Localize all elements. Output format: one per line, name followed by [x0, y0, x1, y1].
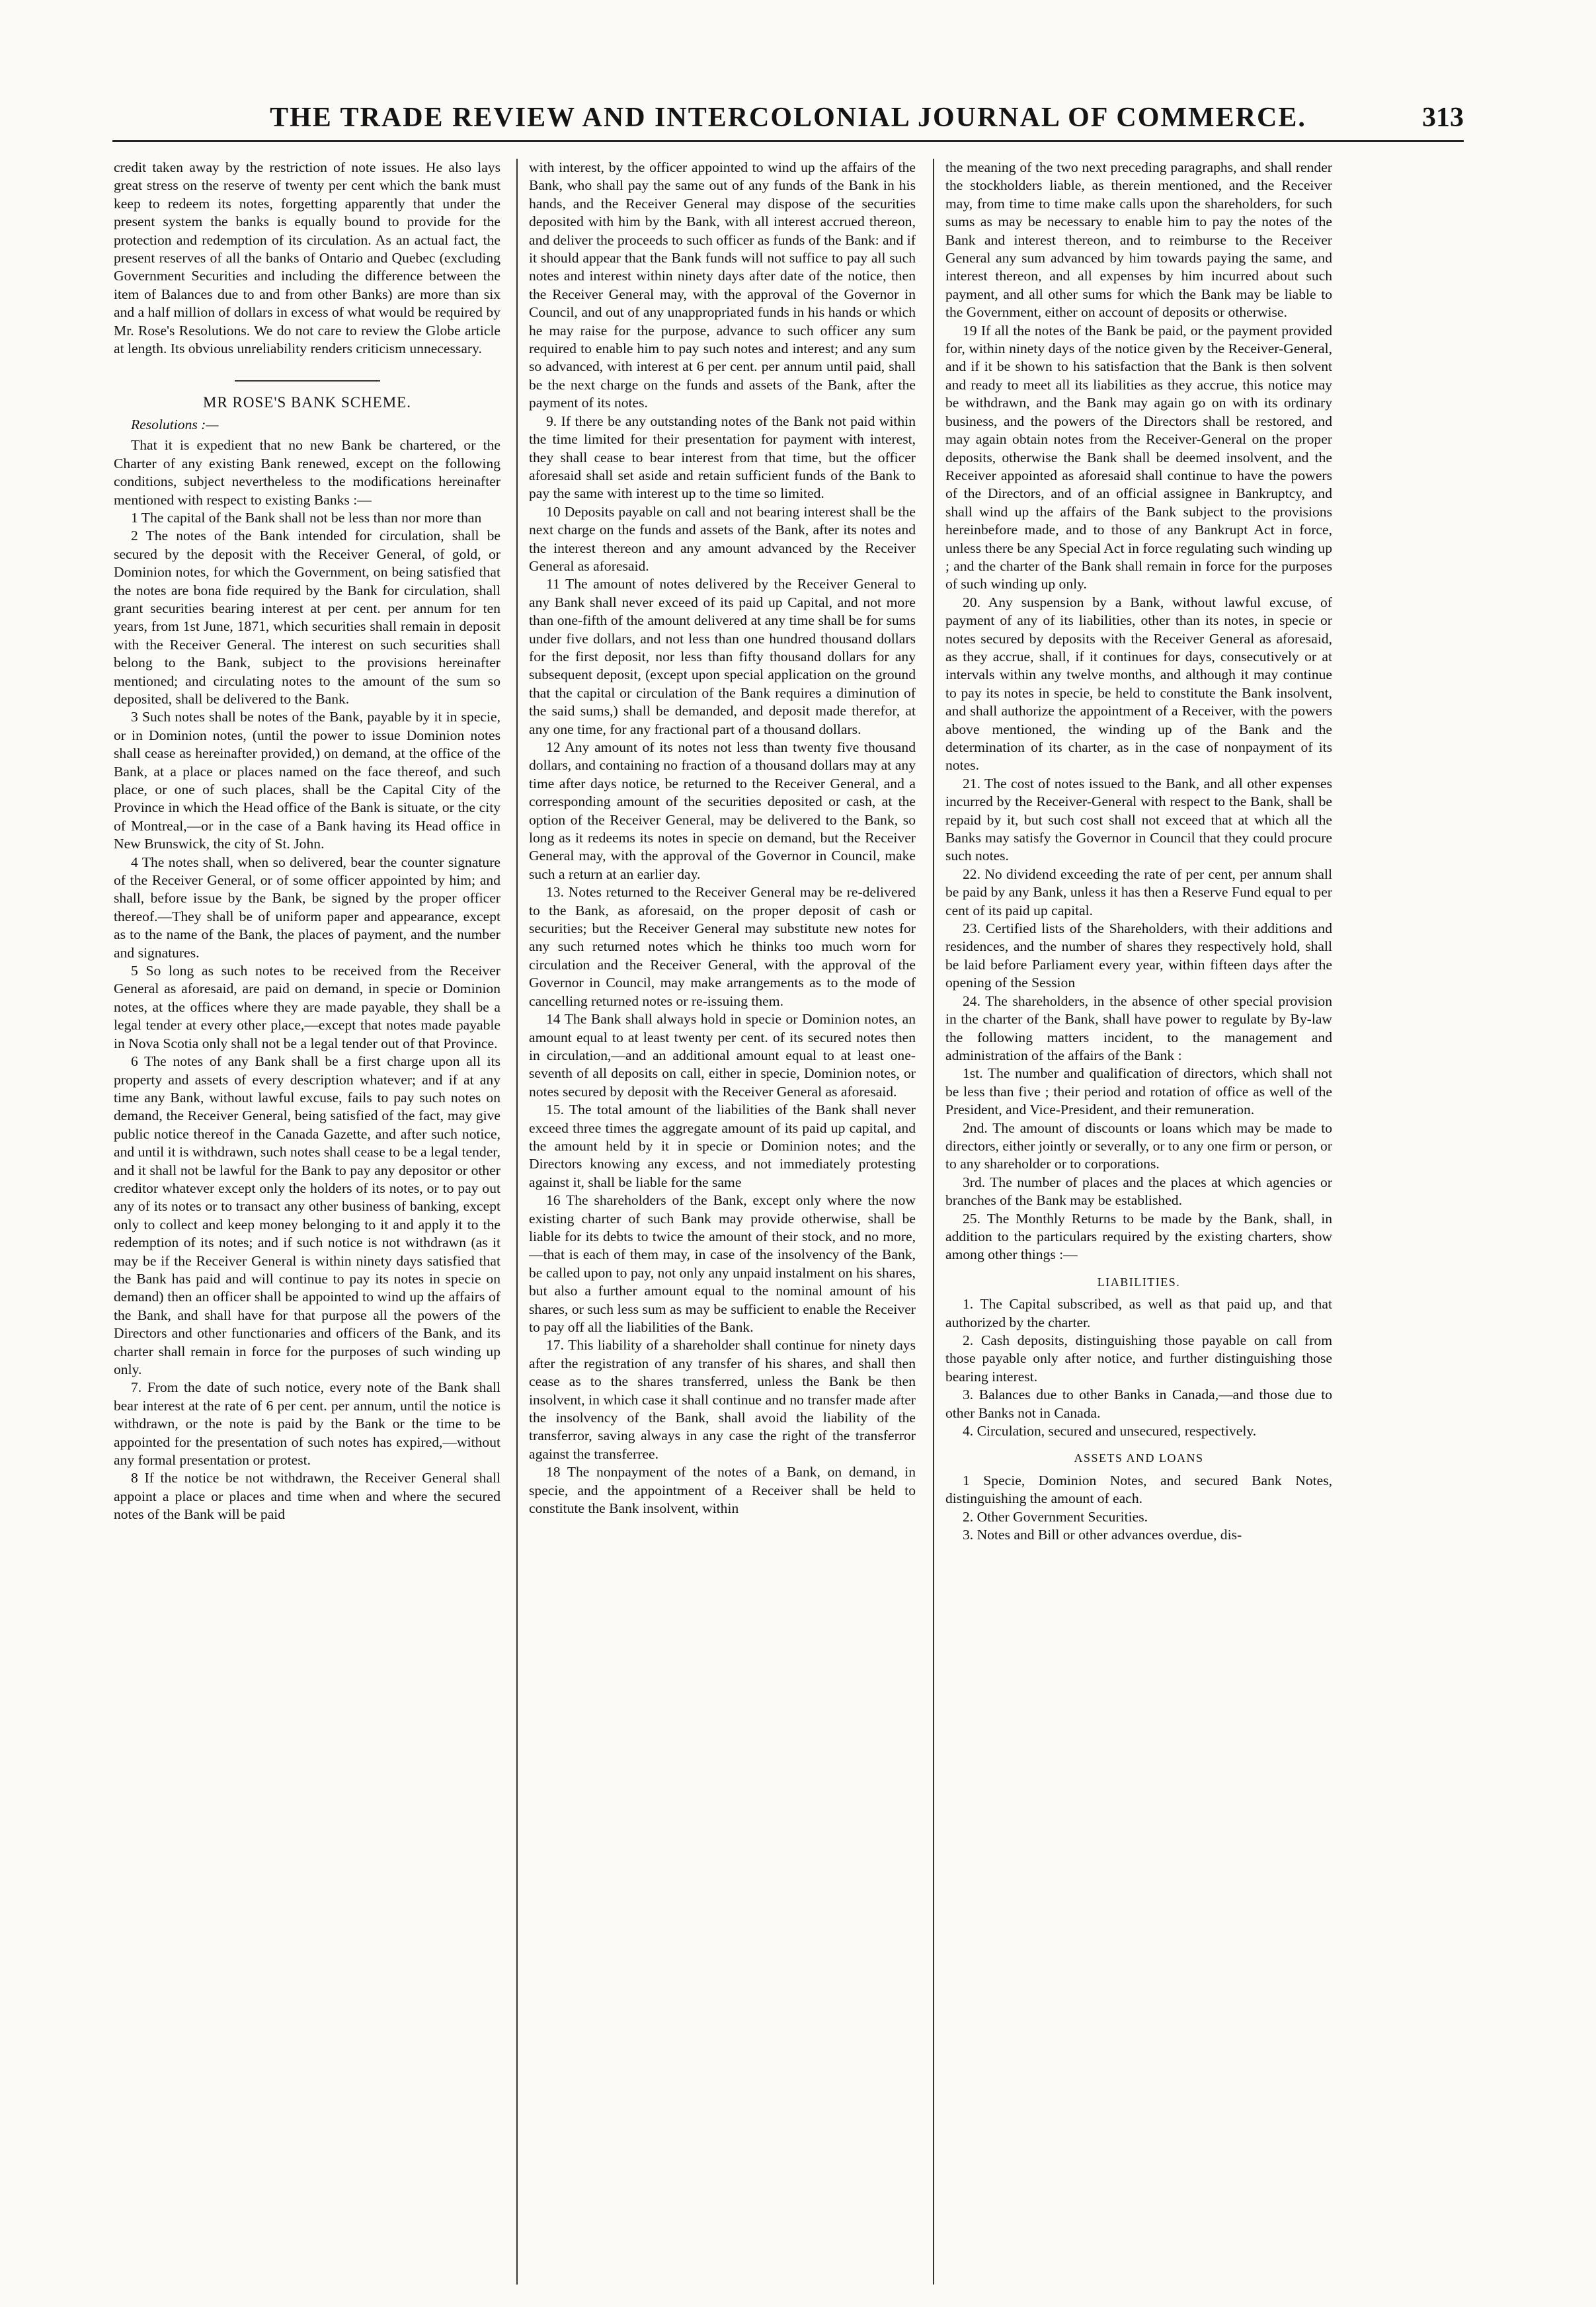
- intro-paragraph: credit taken away by the restriction of note issues. He also lays great stress on the reserve of twenty per cent which the bank must keep to redeem its notes, forgetting apparently that under the present system the banks is equally bound to provide for the protection and redemption of its circulation. As an actual fact, the present reserves of all the banks of Ontario and Quebec (excluding Government Securities and including the difference between the item of Balances due to and from other Banks) are more than six and a half million of dollars in excess of what would be required by Mr. Rose's Resolutions. We do not care to review the Globe article at length. Its obvious unreliability renders criticism unnecessary.: [114, 159, 500, 357]
- resolution-4: 4 The notes shall, when so delivered, bear the counter signature of the Receiver General, or of some officer appointed by him; and shall, before issue by the Bank, be signed by the proper officer thereof.—They shall be of uniform paper and appearance, except as to the name of the Bank, the places of payment, and the number and signatures.: [114, 854, 500, 961]
- section-subtitle: Resolutions :—: [131, 416, 219, 432]
- resolution-24-item-3: 3rd. The number of places and the places at which agencies or branches of the Bank may be established.: [945, 1174, 1332, 1209]
- resolution-6: 6 The notes of any Bank shall be a first charge upon all its property and assets of every description whatever; and if at any time any Bank, without lawful excuse, fails to pay such notes on demand, the Receiver General, being satisfied of the fact, may give public notice thereof in the Canada Gazette, and after such notice, and until it is withdrawn, such notes shall cease to be a legal tender, and it shall not be lawful for the Bank to pay any depositor or other creditor whatever except only the holders of its notes, or to pay out any of its notes or to transact any other business of banking, except only to collect and keep money belonging to it and apply it to the redemption of its notes; and if such notice is not withdrawn (as it may be if the Receiver General is within ninety days satisfied that the Bank has paid and will continue to pay its notes in specie on demand) then an officer shall be appointed to wind up the affairs of the Bank, and shall have for that purpose all the powers of the Directors and other functionaries and officers of the Bank, and its charter shall remain in force for the purposes of such winding up only.: [114, 1053, 500, 1377]
- resolution-13: 13. Notes returned to the Receiver General may be re-delivered to the Bank, as aforesaid, on the proper deposit of cash or securities; but the Receiver General may substitute new notes for any such returned notes which he thinks too much worn for circulation and the Receiver General, with the approval of the Governor in Council, may make arrangements as to the mode of cancelling returned notes or re-issuing them.: [529, 884, 916, 1009]
- resolution-9: 9. If there be any outstanding notes of the Bank not paid within the time limited for their presentation for payment with interest, they shall cease to bear interest from that time, but the officer aforesaid shall set aside and retain sufficient funds of the Bank to pay the same with interest up to the time so limited.: [529, 413, 916, 502]
- resolution-16: 16 The shareholders of the Bank, except only where the now existing charter of such Bank may provide otherwise, shall be liable for its debts to twice the amount of their stock, and no more,—that is each of them may, in case of the insolvency of the Bank, be called upon to pay, not only any unpaid instalment on his shares, but also a further amount equal to the nominal amount of his shares, or such less sum as may be sufficient to enable the Receiver to pay off all the liabilities of the Bank.: [529, 1192, 916, 1335]
- resolution-24-item-1: 1st. The number and qualification of directors, which shall not be less than five ; their period and rotation of office as well of the President, and Vice-President, and their remuneration.: [945, 1065, 1332, 1118]
- column-rule: [933, 159, 934, 2285]
- resolution-22: 22. No dividend exceeding the rate of per cent, per annum shall be paid by any Bank, unless it has then a Reserve Fund equal to per cent of its paid up capital.: [945, 866, 1332, 918]
- resolution-18: 18 The nonpayment of the notes of a Bank, on demand, in specie, and the appointment of a Receiver shall be held to constitute the Bank insolvent, within: [529, 1464, 916, 1517]
- column-rule: [516, 159, 518, 2285]
- resolution-14: 14 The Bank shall always hold in specie or Dominion notes, an amount equal to at least twenty per cent. of its secured notes then in circulation,—and an additional amount equal to at least one-seventh of all deposits on call, either in specie, Dominion notes, or notes secured by deposit with the Receiver General as aforesaid.: [529, 1011, 916, 1100]
- resolution-1: 1 The capital of the Bank shall not be less than nor more than: [131, 509, 482, 526]
- resolution-7: 7. From the date of such notice, every note of the Bank shall bear interest at the rate of 6 per cent. per annum, until the notice is withdrawn, or the note is paid by the Bank or the time to be appointed for the presentation of such notes has expired,—without any formal presentation or protest.: [114, 1379, 500, 1469]
- resolution-25: 25. The Monthly Returns to be made by the Bank, shall, in addition to the particulars required by the existing charters, show among other things :—: [945, 1210, 1332, 1263]
- resolution-23: 23. Certified lists of the Shareholders, with their additions and residences, and the number of shares they respectively hold, shall be laid before Parliament every year, within fifteen days after the opening of the Session: [945, 920, 1332, 991]
- column-2: [529, 159, 916, 2281]
- resolution-21: 21. The cost of notes issued to the Bank, and all other expenses incurred by the Receiver-General with respect to the Bank, shall be repaid by it, but such cost shall not exceed that at which all the Banks may satisfy the Governor in Council that they could procure such notes.: [945, 775, 1332, 864]
- liabilities-heading: LIABILITIES.: [1097, 1275, 1181, 1289]
- section-divider: [235, 380, 380, 382]
- asset-item-1: 1 Specie, Dominion Notes, and secured Bank Notes, distinguishing the amount of each.: [945, 1472, 1332, 1507]
- resolution-10: 10 Deposits payable on call and not bearing interest shall be the next charge on the funds and assets of the Bank, after its notes and the interest thereon and any amount advanced by the Receiver General as aforesaid.: [529, 503, 916, 574]
- resolution-24: 24. The shareholders, in the absence of other special provision in the charter of the Bank, shall have power to regulate by By-law the following matters incident, to the management and administration of the affairs of the Bank :: [945, 992, 1332, 1063]
- resolution-2: 2 The notes of the Bank intended for circulation, shall be secured by the deposit with the Receiver General, of gold, or Dominion notes, for which the Government, on being satisfied that the notes are bona fide required by the Bank for circulation, shall grant securities bearing interest at per cent. per annum for ten years, from 1st June, 1871, which securities shall remain in deposit with the Receiver General. The interest on such securities shall belong to the Bank, subject to the provisions hereinafter mentioned; and circulating notes to the amount of the sum so deposited, shall be delivered to the Bank.: [114, 528, 500, 707]
- resolution-24-item-2: 2nd. The amount of discounts or loans which may be made to directors, either jointly or severally, or to any one firm or person, or to any shareholder or to corporations.: [945, 1119, 1332, 1172]
- preamble: That it is expedient that no new Bank be chartered, or the Charter of any existing Bank renewed, except on the following conditions, subject nevertheless to the modifications hereinafter mentioned with respect to existing Banks :—: [114, 437, 500, 508]
- liability-item-1: 1. The Capital subscribed, as well as that paid up, and that authorized by the charter.: [945, 1296, 1332, 1330]
- resolution-11: 11 The amount of notes delivered by the Receiver General to any Bank shall never exceed of its paid up Capital, and not more than one-fifth of the amount delivered at any time shall be for sums under five dollars, and not less than one hundred thousand dollars for the first deposit, nor less than fifty thousand dollars for any subsequent deposit, (except upon special application on the ground that the capital or circulation of the Bank requires a diminution of the said sums,) shall be demanded, and deposit made therefor, at any one time, for any fractional part of a thousand dollars.: [529, 576, 916, 737]
- resolution-3: 3 Such notes shall be notes of the Bank, payable by it in specie, or in Dominion notes, (until the power to issue Dominion notes shall cease as hereinafter provided,) on demand, at the office of the Bank, at a place or places named on the face thereof, and such place, or one of such places, shall be the Capital City of the Province in which the Head office of the Bank is situate, or the city of Montreal,—or in the case of a Bank having its Head office in New Brunswick, the city of St. John.: [114, 709, 500, 852]
- liability-item-4: 4. Circulation, secured and unsecured, respectively.: [963, 1423, 1257, 1439]
- section-title: MR ROSE'S BANK SCHEME.: [203, 394, 411, 411]
- resolution-5: 5 So long as such notes to be received from the Receiver General as aforesaid, are paid on demand, in specie or Dominion notes, at the offices where they are made payable, they shall be a legal tender at every other place,—except that notes made payable in Nova Scotia only shall not be a legal tender out of that Province.: [114, 963, 500, 1051]
- resolution-18-continued: the meaning of the two next preceding paragraphs, and shall render the stockholders liable, as therein mentioned, and the Receiver may, from time to time make calls upon the shareholders, for such sums as may be necessary to enable him to pay the notes of the Bank and interest thereon, and to reimburse to the Receiver General any sum advanced by him towards paying the same, and interest thereon, and all expenses by him incurred about such payment, and all other sums for which the Bank may be liable to the Government, either on account of deposits or otherwise.: [945, 159, 1332, 321]
- resolution-8: 8 If the notice be not withdrawn, the Receiver General shall appoint a place or places and time when and where the secured notes of the Bank will be paid: [114, 1470, 500, 1523]
- assets-heading: ASSETS AND LOANS: [1074, 1451, 1204, 1465]
- column-3: [945, 159, 1332, 2281]
- page-header: [112, 99, 1464, 142]
- resolution-15: 15. The total amount of the liabilities of the Bank shall never exceed three times the aggregate amount of its paid up capital, and the amount held by it in specie or Dominion notes; and the Directors knowing any excess, and not immediately protesting against it, shall be liable for the same: [529, 1102, 916, 1190]
- column-1: [114, 159, 500, 2281]
- asset-item-3: 3. Notes and Bill or other advances overdue, dis-: [963, 1527, 1242, 1543]
- liability-item-3: 3. Balances due to other Banks in Canada,—and those due to other Banks not in Canada.: [945, 1387, 1332, 1421]
- resolution-20: 20. Any suspension by a Bank, without lawful excuse, of payment of any of its liabilities, other than its notes, in specie or notes secured by deposits with the Receiver General as aforesaid, as they accrue, shall, if it continues for days, consecutively or at intervals within any twelve months, and although it may continue to pay its notes in specie, be held to constitute the Bank insolvent, and shall authorize the appointment of a Receiver, with the powers above mentioned, the winding up of the Bank and the determination of its charter, as in the case of nonpayment of its notes.: [945, 594, 1332, 774]
- resolution-19: 19 If all the notes of the Bank be paid, or the payment provided for, within ninety days of the notice given by the Receiver-General, and if it be shown to his satisfaction that the Bank is then solvent and ready to meet all its liabilities as they accrue, this notice may be withdrawn, and the Bank may again go on with its ordinary business, and the powers of the Directors shall be restored, and may again obtain notes from the Receiver-General on the proper deposits, otherwise the Bank shall be deemed insolvent, and the Receiver appointed as aforesaid shall continue to have the powers of the Directors, and of an official assignee in Bankruptcy, and shall wind up the affairs of the Bank subject to the provisions hereinbefore made, and to those of any Bankrupt Act in force, unless there be any Special Act in force regulating such winding up ; and the charter of the Bank shall remain in force for the purposes of such winding up only.: [945, 322, 1332, 592]
- journal-title: THE TRADE REVIEW AND INTERCOLONIAL JOURNAL OF COMMERCE.: [270, 102, 1306, 133]
- liability-item-2: 2. Cash deposits, distinguishing those payable on call from those payable only after notice, and further distinguishing those bearing interest.: [945, 1332, 1332, 1385]
- resolution-8-continued: with interest, by the officer appointed to wind up the affairs of the Bank, who shall pay the same out of any funds of the Bank in his hands, and the Receiver General may dispose of the securities deposited with him by the Bank, with all interest accrued thereon, and deliver the proceeds to such officer as funds of the Bank: and if it should appear that the Bank funds will not suffice to pay all such notes and interest within ninety days after date of the notice, then the Receiver General may, with the approval of the Governor in Council, and out of any unappropriated funds in his hands or which he may raise for the purpose, advance to such officer any sum required to enable him to pay such notes and interest; and any sum so advanced, with interest at 6 per cent. per annum until paid, shall be the next charge on the funds and assets of the Bank, after the payment of its notes.: [529, 159, 916, 411]
- resolution-17: 17. This liability of a shareholder shall continue for ninety days after the registration of any transfer of his shares, and shall then cease as to the shares transferred, unless the Bank be then insolvent, in which case it shall continue and no transfer made after the insolvency of the Bank, shall avoid the liability of the transferror, saving always in any case the right of the transferror against the transferree.: [529, 1337, 916, 1462]
- resolution-12: 12 Any amount of its notes not less than twenty five thousand dollars, and containing no fraction of a thousand dollars may at any time after days notice, be returned to the Receiver General, and a corresponding amount of the securities deposited or cash, at the option of the Receiver General, may be delivered to the Bank, so long as it redeems its notes in specie on demand, but the Receiver General may, with the approval of the Governor in Council, make such a return at an earlier day.: [529, 739, 916, 882]
- asset-item-2: 2. Other Government Securities.: [963, 1508, 1148, 1525]
- page-number: 313: [1422, 102, 1464, 133]
